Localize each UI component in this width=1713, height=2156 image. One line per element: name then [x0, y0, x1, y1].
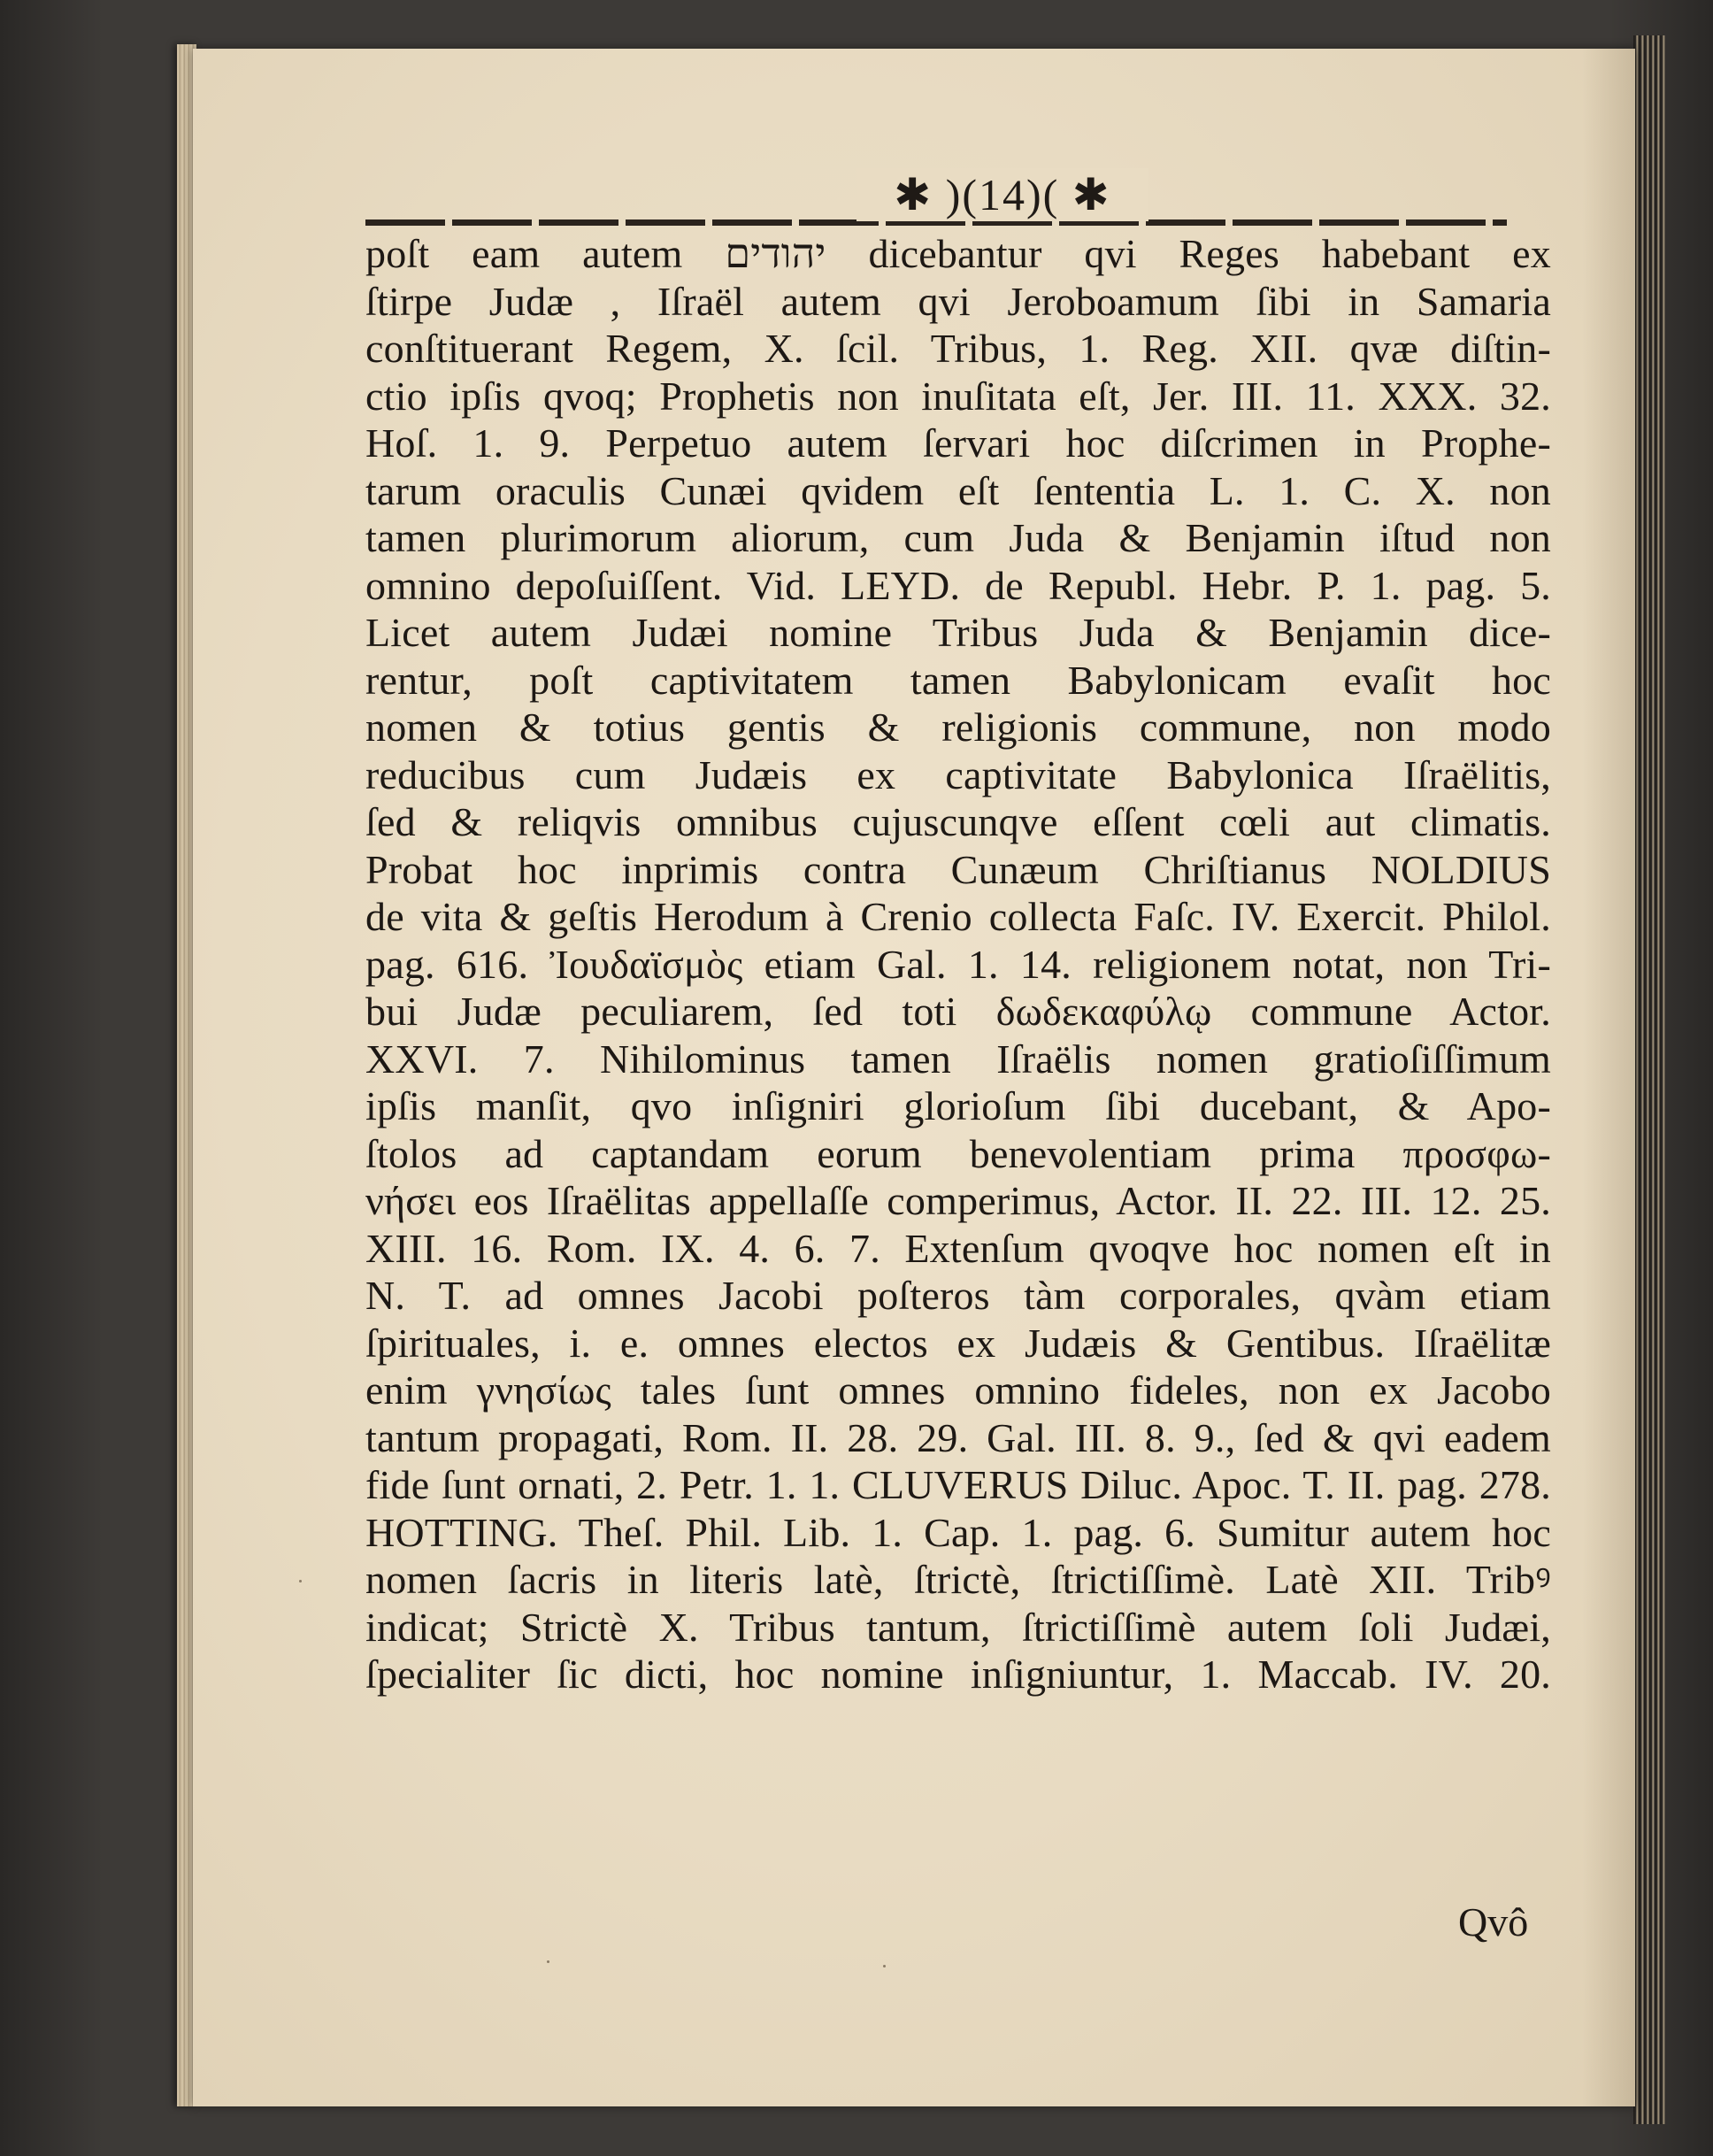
text-line: bui Judæ peculiarem, ſed toti δωδεκαφύλῳ commune Actor.	[365, 989, 1551, 1034]
text-line: enim γνησίως tales ſunt omnes omnino fideles, non ex Jacobo	[365, 1367, 1551, 1413]
binding-edges	[1633, 35, 1665, 2124]
text-line: XXVI. 7. Nihilominus tamen Iſraëlis nomen gratioſiſſimum	[365, 1036, 1551, 1082]
paper-speck	[883, 1965, 886, 1967]
text-line: ſtirpe Judæ , Iſraël autem qvi Jeroboamum ſibi in Samaria	[365, 278, 1551, 324]
text-line: ſed & reliqvis omnibus cujuscunqve eſſent cœli aut climatis.	[365, 799, 1551, 844]
text-line: ſpirituales, i. e. omnes electos ex Judæis & Gentibus. Iſraëlitæ	[365, 1320, 1551, 1366]
paper-speck	[547, 1960, 549, 1963]
text-line: nomen ſacris in literis latè, ſtrictè, ſtrictiſſimè. Latè XII. Tribꝰ	[365, 1557, 1551, 1602]
body-text	[365, 230, 1551, 1698]
text-line: HOTTING. Theſ. Phil. Lib. 1. Cap. 1. pag. 6. Sumitur autem hoc	[365, 1509, 1551, 1555]
text-line: Hoſ. 1. 9. Perpetuo autem ſervari hoc diſcrimen in Prophe-	[365, 420, 1551, 466]
text-line: Licet autem Judæi nomine Tribus Juda & Benjamin dice-	[365, 610, 1551, 655]
paper-speck	[299, 1580, 302, 1582]
text-line: de vita & geſtis Herodum à Crenio collecta Faſc. IV. Exercit. Philol.	[365, 894, 1551, 939]
ornament-left-icon: ✱	[894, 170, 933, 219]
page-header	[365, 168, 1507, 230]
gutter-shadow	[1582, 49, 1635, 2106]
text-line: indicat; Strictè X. Tribus tantum, ſtrictiſſimè autem ſoli Judæi,	[365, 1604, 1551, 1650]
text-line: pag. 616. Ἰουδαϊσμὸς etiam Gal. 1. 14. religionem notat, non Tri-	[365, 941, 1551, 987]
text-line: ſpecialiter ſic dicti, hoc nomine inſigniuntur, 1. Maccab. IV. 20.	[365, 1652, 1551, 1697]
text-line: tamen plurimorum aliorum, cum Juda & Benjamin iſtud non	[365, 515, 1551, 560]
text-line: ipſis manſit, qvo inſigniri glorioſum ſibi ducebant, & Apo-	[365, 1083, 1551, 1128]
text-line: Probat hoc inprimis contra Cunæum Chriſtianus NOLDIUS	[365, 846, 1551, 892]
text-line: fide ſunt ornati, 2. Petr. 1. 1. CLUVERUS Diluc. Apoc. T. II. pag. 278.	[365, 1462, 1551, 1507]
text-line: poſt eam autem יהודים dicebantur qvi Reges habebant ex	[365, 231, 1551, 276]
text-line: conſtituerant Regem, X. ſcil. Tribus, 1. Reg. XII. qvæ diſtin-	[365, 326, 1551, 371]
text-line: rentur, poſt captivitatem tamen Babylonicam evaſit hoc	[365, 657, 1551, 703]
page-number-block	[856, 168, 1148, 221]
text-line: tantum propagati, Rom. II. 28. 29. Gal. III. 8. 9., ſed & qvi eadem	[365, 1414, 1551, 1460]
text-line: νήσει eos Iſraëlitas appellaſſe comperimus, Actor. II. 22. III. 12. 25.	[365, 1178, 1551, 1223]
catchword: Qvô	[1458, 1899, 1529, 1944]
book-page	[193, 49, 1635, 2106]
text-line: ctio ipſis qvoq; Prophetis non inuſitata eſt, Jer. III. 11. XXX. 32.	[365, 373, 1551, 419]
ornament-right-icon: ✱	[1072, 170, 1111, 219]
text-line: reducibus cum Judæis ex captivitate Babylonica Iſraëlitis,	[365, 751, 1551, 797]
text-line: N. T. ad omnes Jacobi poſteros tàm corporales, qvàm etiam	[365, 1273, 1551, 1318]
text-line: nomen & totius gentis & religionis commune, non modo	[365, 705, 1551, 750]
text-line: omnino depoſuiſſent. Vid. LEYD. de Republ. Hebr. P. 1. pag. 5.	[365, 562, 1551, 608]
text-line: ſtolos ad captandam eorum benevolentiam prima προσφω-	[365, 1130, 1551, 1176]
text-line: tarum oraculis Cunæi qvidem eſt ſententia L. 1. C. X. non	[365, 467, 1551, 513]
text-line: XIII. 16. Rom. IX. 4. 6. 7. Extenſum qvoqve hoc nomen eſt in	[365, 1225, 1551, 1271]
page-number: )(14)(	[945, 170, 1060, 219]
